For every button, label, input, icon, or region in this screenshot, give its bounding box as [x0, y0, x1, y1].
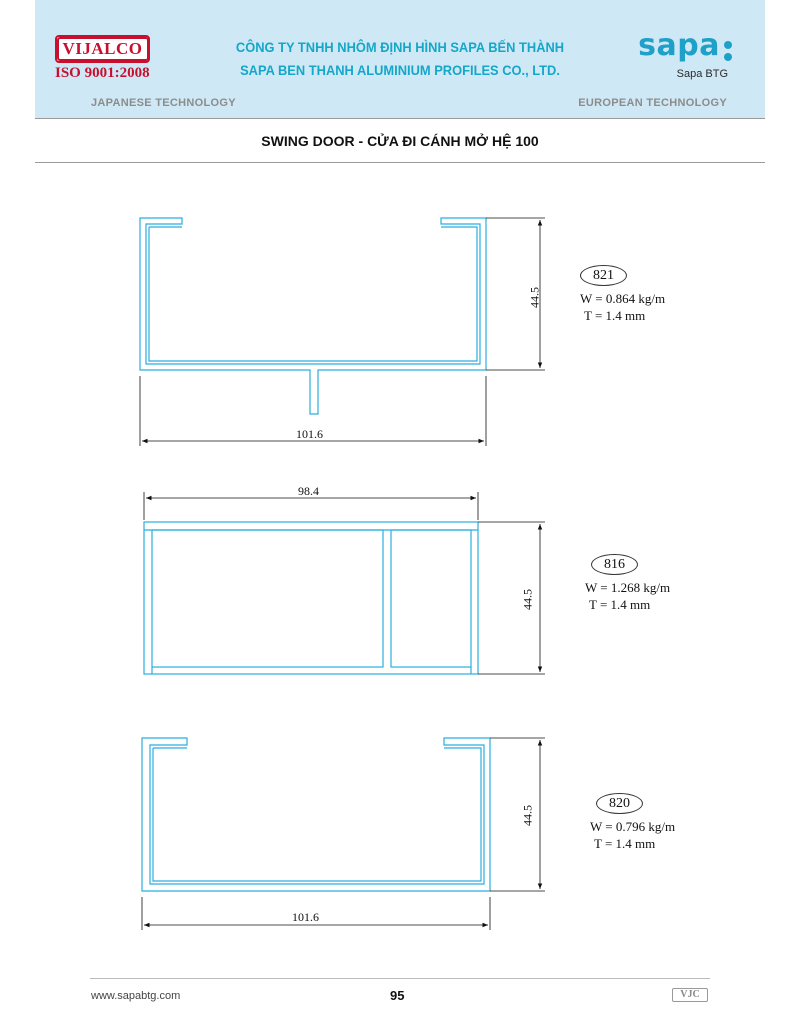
profile-816-left-chamber [152, 530, 383, 667]
profile-821-height-label: 44.5 [527, 287, 542, 308]
profile-821-dimensions [140, 218, 545, 446]
profile-820-height-label: 44.5 [520, 805, 535, 826]
profile-816-drawing [144, 522, 478, 674]
profile-816-right-chamber [391, 530, 471, 667]
profile-821-weight: W = 0.864 kg/m [580, 291, 666, 306]
profile-821-specs [580, 265, 665, 324]
profile-821-width-label: 101.6 [296, 427, 323, 441]
vjc-logo: VJC [672, 988, 708, 1002]
profile-821-thickness: T = 1.4 mm [584, 308, 646, 323]
profile-816-weight: W = 1.268 kg/m [585, 580, 671, 595]
profile-821-inner [149, 227, 477, 361]
tech-left-label: JAPANESE TECHNOLOGY [91, 97, 236, 109]
page-number: 95 [390, 988, 405, 1003]
profile-816-code: 816 [591, 554, 638, 575]
profile-821-drawing [140, 218, 486, 414]
profile-820-outer [142, 738, 490, 891]
iso-certification: ISO 9001:2008 [55, 65, 150, 81]
profile-816-height-label: 44.5 [520, 589, 535, 610]
profile-820-code: 820 [596, 793, 643, 814]
company-name-vn: CÔNG TY TNHH NHÔM ĐỊNH HÌNH SAPA BẾN THÀNH [235, 39, 565, 55]
profile-820-specs [590, 793, 675, 852]
profile-820-inner [153, 748, 481, 881]
profile-816-specs [585, 554, 670, 613]
profile-816-thickness: T = 1.4 mm [589, 597, 651, 612]
profile-820-weight: W = 0.796 kg/m [590, 819, 676, 834]
profile-816-outer [144, 522, 478, 674]
sapa-subtitle: Sapa BTG [676, 68, 728, 80]
profile-821-code: 821 [580, 265, 627, 286]
tech-right-label: EUROPEAN TECHNOLOGY [578, 97, 727, 109]
page-title: SWING DOOR - CỬA ĐI CÁNH MỞ HỆ 100 [261, 133, 539, 149]
profile-820-width-label: 101.6 [292, 910, 319, 924]
vijalco-logo-text: VIJALCO [57, 37, 149, 61]
profile-816-dimensions [144, 492, 545, 674]
footer-divider [90, 978, 710, 979]
profile-820-thickness: T = 1.4 mm [594, 836, 656, 851]
company-name-en: SAPA BEN THANH ALUMINIUM PROFILES CO., LTD. [240, 62, 560, 78]
sapa-logo-word: sapa [638, 28, 720, 63]
website-link[interactable]: www.sapabtg.com [91, 990, 181, 1002]
profile-821-outer [140, 218, 486, 414]
profile-816-width-label: 98.4 [298, 484, 319, 498]
profile-820-drawing [142, 738, 490, 891]
